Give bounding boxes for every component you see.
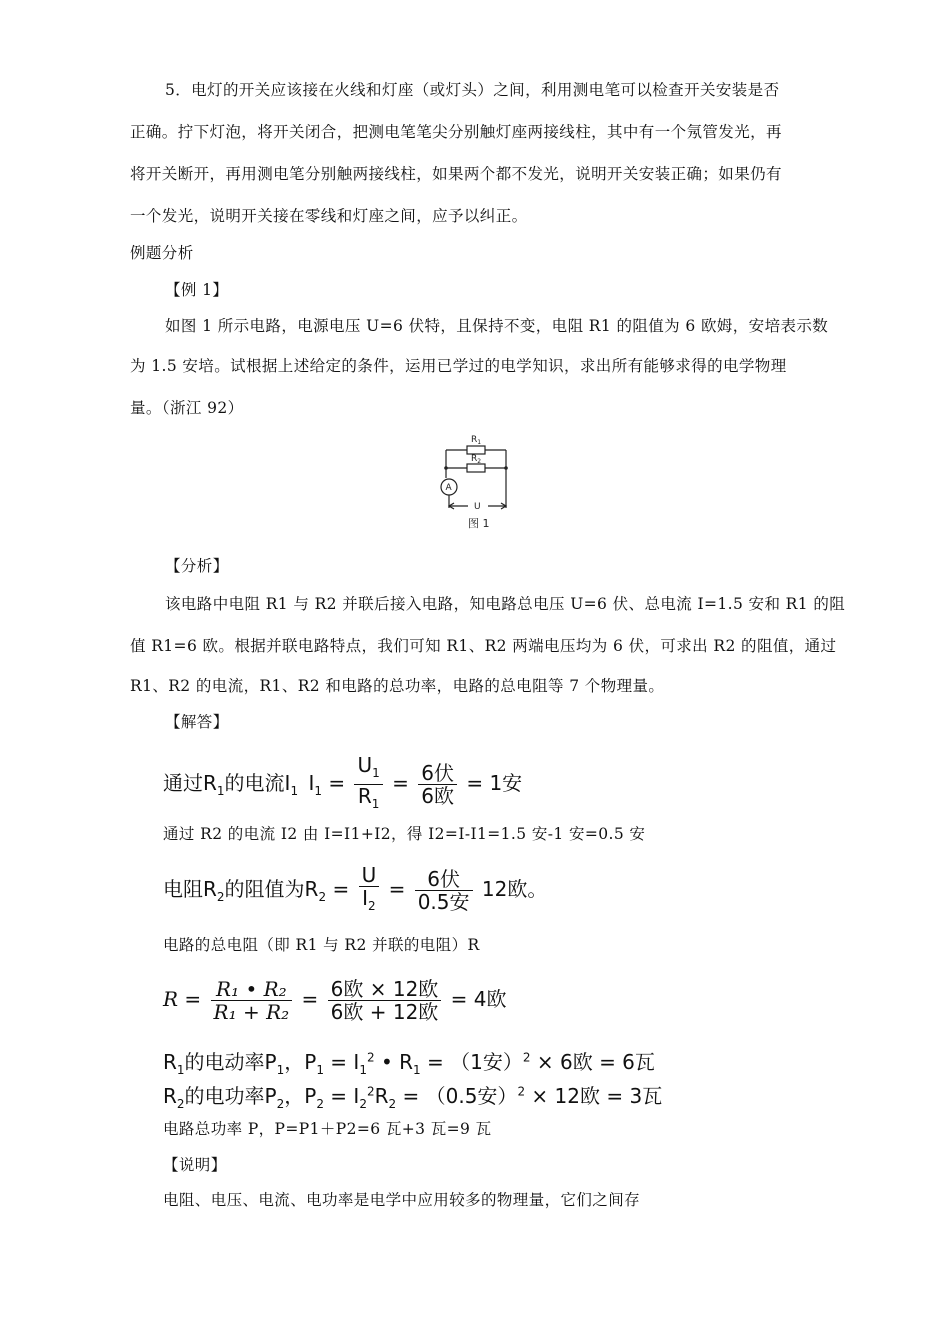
problem-line-1: 如图 1 所示电路，电源电压 U=6 伏特，且保持不变，电阻 R1 的阻值为 6 欧姆，安培表示数 [165, 317, 829, 335]
figure-caption: 图 1 [468, 517, 490, 530]
circuit-diagram [440, 428, 520, 538]
note-text: 电阻、电压、电流、电功率是电学中应用较多的物理量，它们之间存 [163, 1191, 641, 1209]
analysis-label: 【分析】 [165, 557, 229, 575]
problem-line-2: 为 1.5 安培。试根据上述给定的条件，运用已学过的电学知识，求出所有能够求得的电学物理 [130, 357, 787, 375]
current-i2-line: 通过 R2 的电流 I2 由 I=I1+I2，得 I2=I-I1=1.5 安-1 安=0.5 安 [163, 825, 646, 843]
total-power-line: 电路总功率 P，P=P1＋P2=6 瓦+3 瓦=9 瓦 [163, 1120, 492, 1138]
note-label: 【说明】 [163, 1156, 227, 1174]
u-label: U [474, 502, 481, 512]
r1-label: $R_1$ [471, 435, 482, 446]
para5-line-3: 将开关断开，再用测电笔分别触两接线柱，如果两个都不发光，说明开关安装正确；如果仍有 [130, 165, 782, 183]
formula-i1: 通过$R_1$的电流$I_1$ $I_1$ = $\frac{U_1}{R_1}$ = $\frac{\text{6伏}}{\text{6欧}}$ = 1安 [163, 753, 523, 811]
resistor-r2 [467, 464, 485, 472]
analysis-line-3: R1、R2 的电流，R1、R2 和电路的总功率，电路的总电阻等 7 个物理量。 [130, 677, 665, 695]
example-label: 【例 1】 [165, 281, 229, 299]
formula-p1: $R_1$的电动率$P_1$，$P_1 = I_1^2$ • $R_1 = (1$安）$^2$ × 6欧 = 6瓦 [163, 1050, 655, 1077]
r2-label: $R_2$ [471, 454, 482, 465]
answer-label: 【解答】 [165, 713, 229, 731]
resistor-r1 [467, 446, 485, 454]
section-title: 例题分析 [130, 244, 194, 262]
para5-line-4: 一个发光，说明开关接在零线和灯座之间，应予以纠正。 [130, 207, 528, 225]
total-resistance-line: 电路的总电阻（即 R1 与 R2 并联的电阻）R [163, 936, 480, 954]
formula-total-r: R = $\frac{\text{R₁ • R₂}}{\text{R₁ + R₂}}$ = $\frac{\text{6欧 × 12欧}}{\text{6欧 + 12欧}}$ = 4欧 [163, 977, 507, 1024]
para5-line-1: 5．电灯的开关应该接在火线和灯座（或灯头）之间，利用测电笔可以检查开关安装是否 [165, 81, 780, 99]
analysis-line-2: 值 R1=6 欧。根据并联电路特点，我们可知 R1、R2 两端电压均为 6 伏，可求出 R2 的阻值，通过 [130, 637, 837, 655]
problem-line-3: 量。（浙江 92） [130, 399, 244, 417]
formula-p2: $R_2$的电功率$P_2$，$P_2 = I_2^2R_2 = (0.5$安）$^2$ × 12欧 = 3瓦 [163, 1084, 663, 1111]
para5-line-2: 正确。拧下灯泡，将开关闭合，把测电笔笔尖分别触灯座两接线柱，其中有一个氖管发光，再 [130, 123, 782, 141]
ammeter-label: A [445, 483, 452, 493]
formula-r2: 电阻$R_2$的阻值为$R_2$ = $\frac{U}{I_2}$ = $\frac{\text{6伏}}{\text{0.5安}}$ 12欧。 [163, 863, 548, 914]
analysis-line-1: 该电路中电阻 R1 与 R2 并联后接入电路，知电路总电压 U=6 伏、总电流 I=1.5 安和 R1 的阻 [165, 595, 846, 613]
